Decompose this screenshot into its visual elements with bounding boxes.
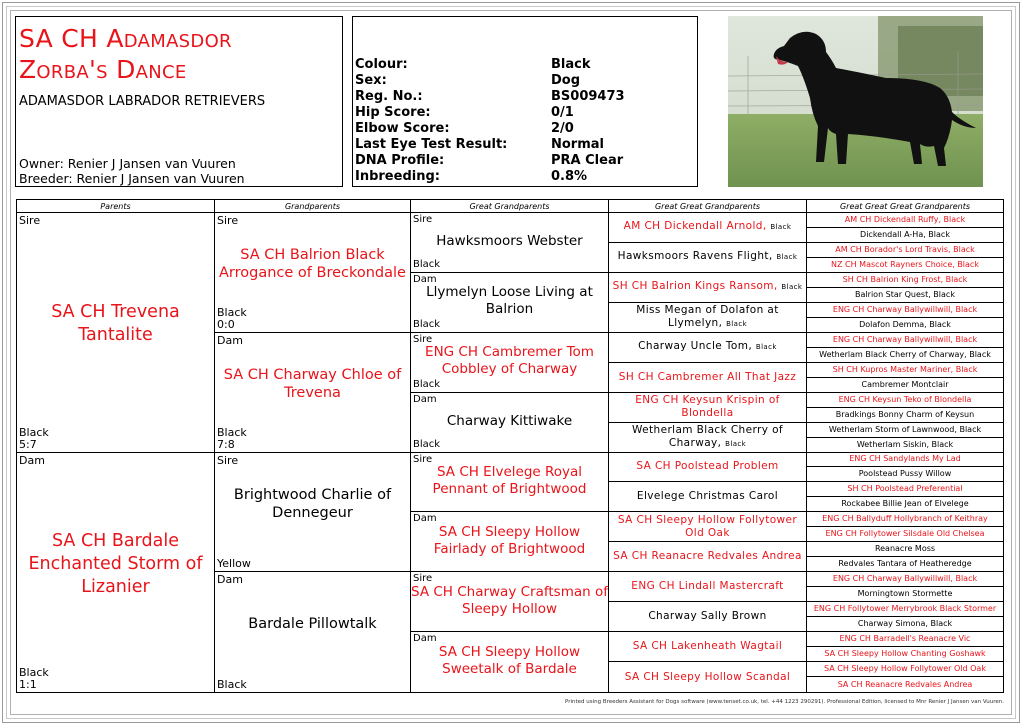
dog-name-great-grandparent: [411, 463, 608, 500]
pedigree-cell: [609, 333, 807, 363]
info-value: PRA Clear: [551, 153, 624, 168]
colour: Black: [413, 258, 441, 270]
pedigree-cell: [609, 453, 807, 483]
name-text: [638, 340, 777, 354]
score: 0:0: [217, 317, 235, 331]
pedigree-cell: [609, 632, 807, 662]
pedigree-cell: [609, 482, 807, 512]
name-part: SA CH Sleepy Hollow Scandal: [624, 670, 791, 683]
name-text: [609, 424, 806, 451]
dog-name-gggg: Wetherlam Black Cherry of Charway, Black: [819, 349, 991, 359]
pedigree-cell: [807, 677, 1003, 692]
dog-name-gggg: SA CH Sleepy Hollow Chanting Goshawk: [824, 649, 986, 659]
name-part: Charway Sally Brown: [648, 610, 767, 623]
dog-name-gggg: NZ CH Mascot Rayners Choice, Black: [831, 259, 979, 269]
pedigree-cell: [807, 378, 1003, 393]
kennel-name: ADAMASDOR LABRADOR RETRIEVERS: [19, 94, 266, 109]
name-text: [609, 304, 806, 331]
info-label: DNA Profile:: [355, 153, 445, 168]
dog-name-gggg: Dickendall A-Ha, Black: [860, 229, 950, 239]
pedigree-cell: [411, 512, 609, 572]
pedigree-cell: [411, 632, 609, 692]
dog-name-gggg: AM CH Dickendall Ruffy, Black: [844, 214, 966, 224]
info-row: [355, 169, 695, 185]
dog-name-gggg: ENG CH Ballyduff Hollybranch of Keithray: [822, 514, 988, 524]
sire-label: Sire: [217, 453, 239, 467]
pedigree-cell: [807, 587, 1003, 602]
colour: Black: [725, 439, 747, 448]
dog-name-gggg: ENG CH Sandylands My Lad: [849, 454, 961, 464]
name-part: SA CH Reanacre Redvales Andrea: [613, 550, 802, 563]
pedigree-cell: [807, 557, 1003, 572]
pedigree-cell: [411, 333, 609, 393]
pedigree-cell: [807, 273, 1003, 288]
score: 5:7: [19, 437, 37, 451]
owner-breeder: [19, 156, 245, 186]
colour: Black: [770, 223, 792, 232]
column-header: Great Grandparents: [411, 200, 609, 213]
pedigree-cell: [807, 647, 1003, 662]
dog-name-great-great-grandparent: [609, 483, 806, 510]
pedigree-cell: [807, 512, 1003, 527]
dog-name-gggg: Balrion Star Quest, Black: [855, 289, 955, 299]
name-text: [637, 490, 778, 503]
dog-name-parent: [17, 227, 214, 422]
info-label: Colour:: [355, 57, 408, 72]
info-row: [355, 121, 695, 137]
info-label: Reg. No.:: [355, 89, 423, 104]
pedigree-cell: [609, 572, 807, 602]
colour: Black: [19, 425, 49, 439]
dog-name-great-great-grandparent: [609, 663, 806, 691]
dam-label: Dam: [413, 393, 437, 405]
pedigree-cell: [807, 497, 1003, 512]
dog-name-great-great-grandparent: [609, 543, 806, 570]
name-part: Miss Megan of Dolafon at Llymelyn: [636, 303, 779, 329]
colour: Black: [217, 425, 247, 439]
name-text: [618, 250, 798, 264]
info-label: Last Eye Test Result:: [355, 137, 508, 152]
pedigree-cell: [807, 662, 1003, 677]
dog-name-great-great-grandparent: [609, 244, 806, 271]
pedigree-cell: [807, 423, 1003, 438]
score: 1:1: [19, 678, 37, 691]
name-text: Bardale Pillowtalk: [248, 616, 377, 633]
name-text: SA CH Trevena Tantalite: [51, 302, 180, 346]
separator: ,: [762, 220, 771, 233]
info-row: [355, 57, 695, 73]
name-text: [609, 514, 806, 540]
dog-name-gggg: SH CH Kupros Master Mariner, Black: [832, 364, 978, 374]
name-text: Charway Kittiwake: [446, 412, 573, 429]
name-text: Brightwood Charlie of Dennegeur: [233, 486, 392, 521]
info-value: Black: [551, 57, 591, 72]
dog-name-great-grandparent: [411, 522, 608, 559]
info-value: 0.8%: [551, 169, 588, 184]
name-part: ENG CH Keysun Krispin of Blondella: [635, 394, 780, 420]
dog-name-gggg: SA CH Reanacre Redvales Andrea: [837, 679, 973, 689]
dog-name-gggg: Redvales Tantara of Heatheredge: [838, 559, 972, 569]
colour-score: [217, 307, 247, 331]
separator: ,: [748, 340, 756, 353]
pedigree-cell: [807, 318, 1003, 333]
dog-name-great-great-grandparent: [609, 334, 806, 361]
info-value: Normal: [551, 137, 604, 152]
pedigree-cell: [609, 213, 807, 243]
pedigree-cell: [411, 393, 609, 453]
info-row: [355, 153, 695, 169]
name-part: SA CH Sleepy Hollow Follytower Old Oak: [617, 513, 798, 539]
pedigree-cell: [411, 453, 609, 513]
colour: Black: [781, 283, 803, 292]
pedigree-cell: [807, 467, 1003, 482]
dog-name-gggg: SH CH Balrion King Frost, Black: [842, 274, 968, 284]
info-label: Elbow Score:: [355, 121, 450, 136]
colour: Black: [413, 438, 441, 450]
name-text: [613, 280, 803, 294]
name-part: SA CH Poolstead Problem: [636, 460, 779, 473]
name-text: SA CH Sleepy Hollow Fairlady of Brightwood: [433, 523, 586, 557]
dog-name-great-great-grandparent: [609, 274, 806, 301]
dog-name-line1: SA CH Adamasdor: [19, 24, 232, 53]
pedigree-cell: [609, 423, 807, 453]
name-text: [625, 671, 791, 684]
name-part: SH CH Balrion Kings Ransom: [612, 280, 774, 293]
dog-name-great-grandparent: [411, 582, 608, 619]
name-text: SA CH Bardale Enchanted Storm of Lizanier: [28, 530, 203, 597]
pedigree-cell: [807, 288, 1003, 303]
pedigree-cell: [609, 273, 807, 303]
info-row: [355, 73, 695, 89]
info-value: 2/0: [551, 121, 574, 136]
name-part: SH CH Cambremer All That Jazz: [618, 370, 797, 383]
dog-name-great-great-grandparent: [609, 573, 806, 600]
pedigree-cell: [609, 542, 807, 572]
name-text: SA CH Elvelege Royal Pennant of Brightwood: [432, 463, 587, 497]
pedigree-cell: [807, 243, 1003, 258]
pedigree-cell: [215, 572, 411, 692]
dog-name-gggg: ENG CH Barradell's Reanacre Vic: [839, 634, 971, 644]
dog-name-gggg: Wetherlam Storm of Lawnwood, Black: [828, 424, 982, 434]
colour-score: [217, 558, 251, 570]
name-part: ENG CH Lindall Mastercraft: [631, 580, 784, 593]
pedigree-cell: [17, 453, 215, 693]
pedigree-cell: [215, 333, 411, 453]
dog-name-great-great-grandparent: [609, 513, 806, 540]
dog-name-gggg: ENG CH Charway Ballywillwill, Black: [832, 304, 978, 314]
pedigree-cell: [807, 542, 1003, 557]
dog-name-great-great-grandparent: [609, 633, 806, 660]
dog-name-gggg: Cambremer Montclair: [861, 379, 949, 389]
pedigree-cell: [411, 273, 609, 333]
dog-name: [19, 23, 232, 85]
dam-label: Dam: [413, 273, 437, 285]
pedigree-table: [16, 199, 1004, 693]
colour: Yellow: [217, 557, 251, 571]
separator: ,: [768, 250, 777, 263]
dog-name-great-great-grandparent: [609, 394, 806, 421]
black-labrador-image: [728, 16, 983, 187]
dog-name-great-great-grandparent: [609, 304, 806, 331]
name-text: [609, 394, 806, 420]
name-text: SA CH Charway Chloe of Trevena: [223, 367, 402, 402]
pedigree-cell: [609, 662, 807, 692]
pedigree-cell: [807, 303, 1003, 318]
sire-label: Sire: [413, 333, 433, 345]
dog-name-gggg: ENG CH Follytower Merrybrook Black Stormer: [813, 604, 997, 614]
dam-label: Dam: [217, 573, 243, 587]
dog-name-grandparent: [215, 467, 410, 542]
sire-label: Sire: [217, 214, 239, 227]
info-value: Dog: [551, 73, 581, 88]
pedigree-cell: [215, 453, 411, 573]
dog-name-great-grandparent: [411, 403, 608, 440]
dog-name-gggg: Wetherlam Siskin, Black: [856, 439, 954, 449]
dog-name-gggg: Rockabee Billie Jean of Elvelege: [841, 499, 969, 509]
dog-name-gggg: ENG CH Charway Ballywillwill, Black: [832, 574, 978, 584]
sire-label: Sire: [19, 214, 41, 227]
dam-label: Dam: [413, 633, 437, 645]
name-text: [631, 580, 783, 593]
info-row: [355, 137, 695, 153]
pedigree-cell: [609, 303, 807, 333]
pedigree-cell: [609, 602, 807, 632]
info-row: [355, 105, 695, 121]
dog-name-gggg: SA CH Sleepy Hollow Follytower Old Oak: [824, 664, 986, 674]
pedigree-cell: [807, 572, 1003, 587]
colour-score: [19, 427, 49, 451]
pedigree-cell: [807, 393, 1003, 408]
colour: Black: [413, 318, 441, 330]
pedigree-cell: [17, 213, 215, 453]
pedigree-cell: [807, 617, 1003, 632]
pedigree-cell: [807, 453, 1003, 468]
name-part: Elvelege Christmas Carol: [636, 490, 779, 503]
name-text: Llymelyn Loose Living at Balrion: [426, 284, 593, 318]
colour: Black: [755, 343, 777, 352]
info-row: [355, 89, 695, 105]
name-text: [633, 640, 783, 653]
dog-name-parent: [17, 467, 214, 663]
colour: Black: [776, 253, 798, 262]
pedigree-cell: [807, 258, 1003, 273]
dog-name-gggg: Poolstead Pussy Willow: [858, 469, 952, 479]
pedigree-cell: [807, 213, 1003, 228]
dog-details: [352, 16, 698, 187]
sire-label: Sire: [413, 453, 433, 465]
pedigree-cell: [411, 572, 609, 632]
breeder-line: Breeder: Renier J Jansen van Vuuren: [19, 171, 245, 186]
pedigree-cell: [807, 348, 1003, 363]
name-text: [619, 371, 796, 384]
colour: Black: [217, 678, 247, 691]
pedigree-cell: [609, 393, 807, 423]
pedigree-cell: [609, 243, 807, 273]
name-text: [624, 220, 792, 234]
info-value: 0/1: [551, 105, 574, 120]
column-header: Grandparents: [215, 200, 411, 213]
dog-name-great-great-grandparent: [609, 454, 806, 481]
dog-name-gggg: AM CH Borador's Lord Travis, Black: [835, 244, 975, 254]
name-text: SA CH Charway Craftsman of Sleepy Hollow: [411, 583, 608, 617]
dog-name-gggg: SH CH Poolstead Preferential: [847, 484, 963, 494]
name-part: Wetherlam Black Cherry of Charway: [631, 423, 783, 449]
dog-name-great-grandparent: [411, 223, 608, 260]
name-text: SA CH Sleepy Hollow Sweetalk of Bardale: [438, 644, 581, 678]
pedigree-cell: [807, 482, 1003, 497]
name-part: Charway Uncle Tom: [638, 340, 749, 353]
pedigree-cell: [609, 512, 807, 542]
name-text: Hawksmoors Webster: [436, 232, 583, 249]
sire-label: Sire: [413, 573, 433, 585]
colour-score: [217, 679, 247, 691]
name-part: Hawksmoors Ravens Flight: [617, 250, 769, 263]
sire-label: Sire: [413, 214, 433, 225]
info-label: Sex:: [355, 73, 387, 88]
dam-label: Dam: [413, 513, 437, 525]
pedigree-cell: [807, 602, 1003, 617]
pedigree-cell: [609, 363, 807, 393]
dog-name-gggg: ENG CH Charway Ballywillwill, Black: [832, 334, 978, 344]
dog-name-gggg: Morningtown Stormette: [857, 589, 953, 599]
pedigree-cell: [807, 408, 1003, 423]
dog-name-gggg: Reanacre Moss: [874, 544, 936, 554]
dog-name-great-great-grandparent: [609, 424, 806, 451]
dog-photo: [728, 16, 983, 187]
dog-name-gggg: Bradkings Bonny Charm of Keysun: [835, 409, 975, 419]
colour: Black: [726, 319, 748, 328]
dog-name-great-grandparent: [411, 283, 608, 320]
colour: Black: [217, 305, 247, 319]
owner-line: Owner: Renier J Jansen van Vuuren: [19, 156, 236, 171]
column-header: Great Great Great Grandparents: [807, 200, 1003, 213]
pedigree-cell: [807, 333, 1003, 348]
footer-note: Printed using Breeders Assistant for Dogs software (www.tenset.co.uk, tel. +44 1223 290291). Professional Edition, licensed to Mnr Renier J Jansen van Vuuren.: [564, 699, 1004, 705]
separator: ,: [773, 280, 782, 293]
name-text: [636, 460, 778, 473]
dog-name-grandparent: [215, 586, 410, 662]
dog-name-great-great-grandparent: [609, 603, 806, 630]
dog-name-grandparent: [215, 227, 410, 302]
dog-name-gggg: Charway Simona, Black: [857, 619, 953, 629]
dam-label: Dam: [19, 453, 45, 467]
pedigree-cell: [807, 632, 1003, 647]
dog-name-gggg: Dolafon Demma, Black: [859, 319, 951, 329]
dog-name-grandparent: [215, 347, 410, 422]
dog-header: [15, 16, 343, 187]
name-text: SA CH Balrion Black Arrogance of Breckondale: [219, 247, 406, 282]
colour: Black: [413, 378, 441, 390]
pedigree-cell: [807, 363, 1003, 378]
dog-name-line2: Zorba's Dance: [19, 55, 187, 84]
separator: ,: [717, 436, 726, 449]
colour-score: [19, 667, 49, 691]
dog-name-great-great-grandparent: [609, 214, 806, 241]
column-header: Parents: [17, 200, 215, 213]
dog-name-great-grandparent: [411, 343, 608, 380]
name-text: [613, 550, 802, 563]
colour-score: [217, 427, 247, 451]
pedigree-cell: [215, 213, 411, 333]
pedigree-cell: [807, 438, 1003, 453]
pedigree-cell: [807, 228, 1003, 243]
dog-name-gggg: ENG CH Follytower Silsdale Old Chelsea: [825, 529, 985, 539]
dam-label: Dam: [217, 333, 243, 347]
colour: Black: [19, 666, 49, 679]
pedigree-cell: [411, 213, 609, 273]
name-text: [648, 610, 766, 623]
name-part: SA CH Lakenheath Wagtail: [632, 640, 783, 653]
name-part: AM CH Dickendall Arnold: [623, 220, 763, 233]
dog-name-gggg: ENG CH Keysun Teko of Blondella: [838, 394, 972, 404]
pedigree-cell: [807, 527, 1003, 542]
column-header: Great Great Grandparents: [609, 200, 807, 213]
info-value: BS009473: [551, 89, 625, 104]
score: 7:8: [217, 437, 235, 451]
info-label: Hip Score:: [355, 105, 431, 120]
name-text: ENG CH Cambremer Tom Cobbley of Charway: [425, 344, 594, 378]
dog-name-great-grandparent: [411, 642, 608, 680]
dog-name-great-great-grandparent: [609, 364, 806, 391]
info-label: Inbreeding:: [355, 169, 440, 184]
separator: ,: [718, 316, 727, 329]
